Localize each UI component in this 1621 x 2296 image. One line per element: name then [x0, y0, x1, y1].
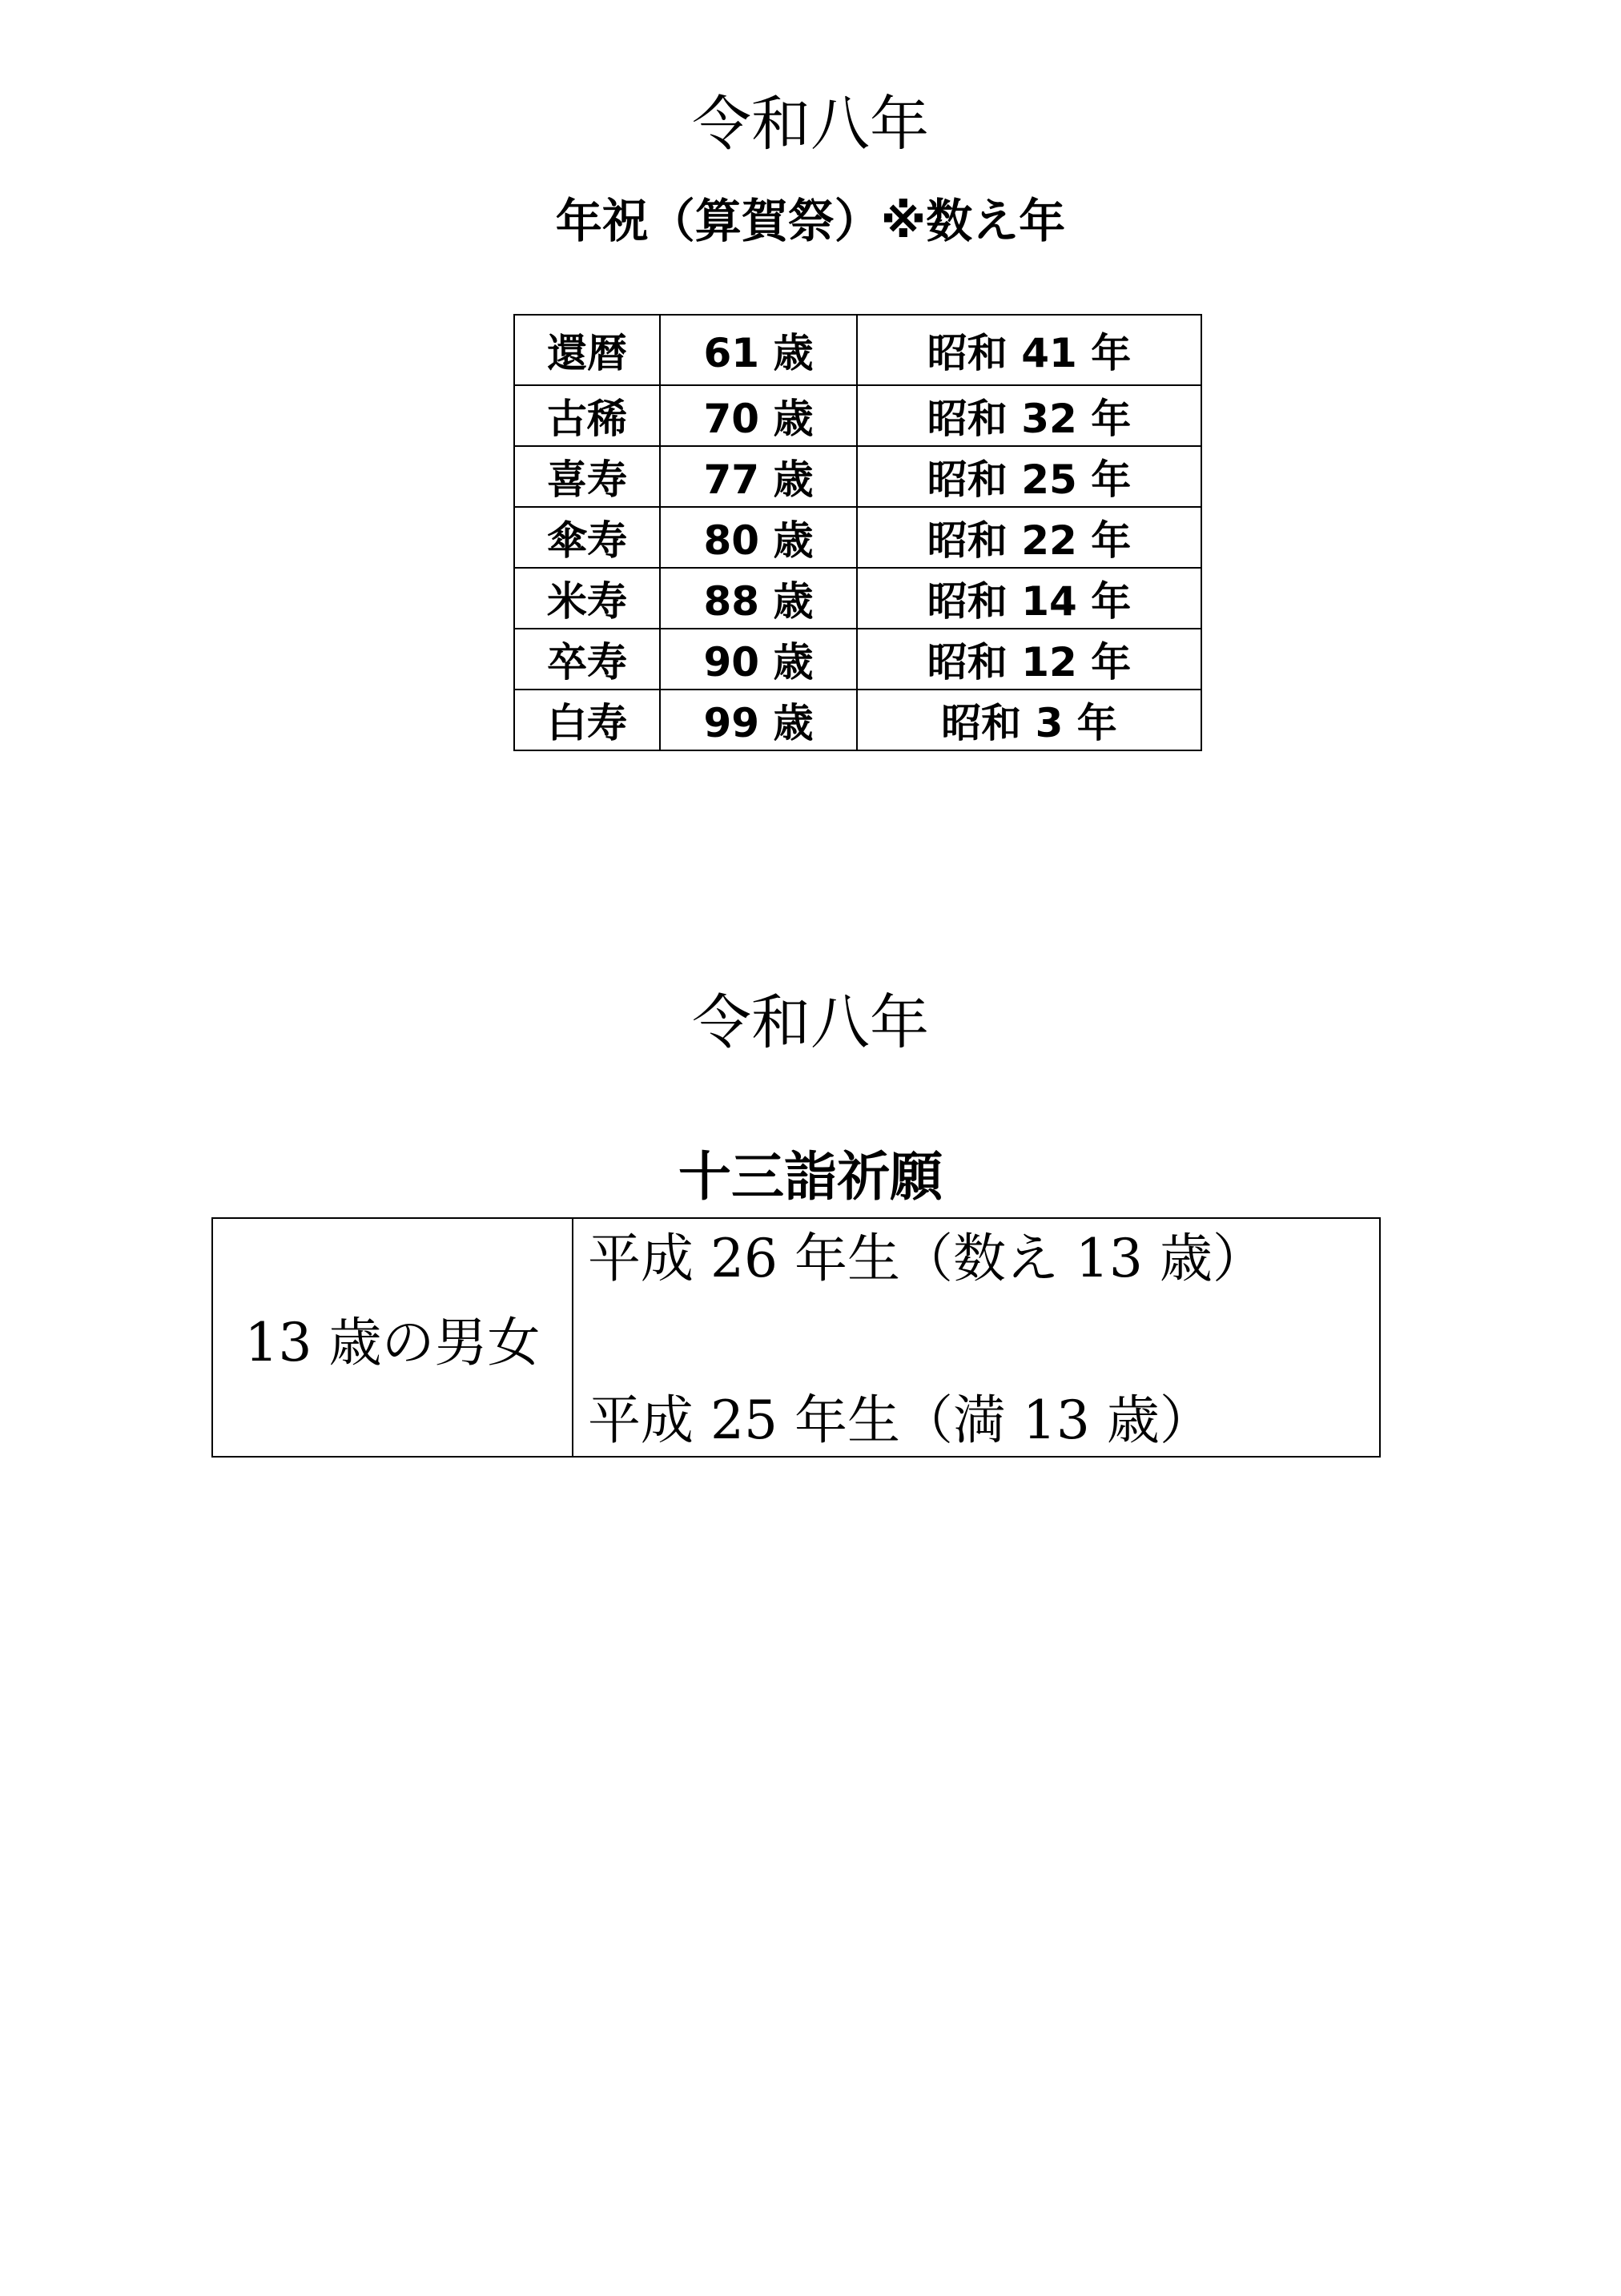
celebration-age: 61 歳: [660, 315, 857, 385]
birth-year: 昭和 32 年: [857, 385, 1201, 446]
era-title-second: 令和八年: [692, 988, 929, 1057]
birth-year: 昭和 3 年: [857, 690, 1201, 750]
table-row: [514, 507, 1201, 568]
birth-year: 昭和 22 年: [857, 507, 1201, 568]
target-group: 13 歳の男女: [212, 1218, 573, 1457]
table-row: [514, 385, 1201, 446]
celebration-age: 99 歳: [660, 690, 857, 750]
birth-year-counting-age: 平成 26 年生（数え 13 歳）: [588, 1228, 1265, 1289]
table-row: [514, 446, 1201, 507]
age-celebration-table: [513, 314, 1202, 751]
jusan-mairi-table: [211, 1217, 1381, 1458]
birth-year: 昭和 12 年: [857, 629, 1201, 690]
birth-year: 昭和 14 年: [857, 568, 1201, 629]
celebration-name: 還暦: [514, 315, 660, 385]
birth-year-cell: [573, 1218, 1380, 1457]
jusan-mairi-heading: 十三詣祈願: [678, 1146, 943, 1208]
era-title: 令和八年: [692, 90, 929, 159]
celebration-age: 80 歳: [660, 507, 857, 568]
celebration-name: 白寿: [514, 690, 660, 750]
birth-year: 昭和 41 年: [857, 315, 1201, 385]
birth-year-full-age: 平成 25 年生（満 13 歳）: [588, 1389, 1213, 1451]
table-row: [212, 1218, 1380, 1457]
table-row: [514, 629, 1201, 690]
table-row: [514, 690, 1201, 750]
celebration-name: 米寿: [514, 568, 660, 629]
celebration-age: 70 歳: [660, 385, 857, 446]
birth-year: 昭和 25 年: [857, 446, 1201, 507]
celebration-subtitle: 年祝（算賀祭）※数え年: [555, 194, 1066, 248]
celebration-name: 喜寿: [514, 446, 660, 507]
celebration-age: 90 歳: [660, 629, 857, 690]
celebration-age: 88 歳: [660, 568, 857, 629]
table-row: [514, 315, 1201, 385]
celebration-name: 卒寿: [514, 629, 660, 690]
table-row: [514, 568, 1201, 629]
celebration-name: 古稀: [514, 385, 660, 446]
celebration-age: 77 歳: [660, 446, 857, 507]
celebration-name: 傘寿: [514, 507, 660, 568]
